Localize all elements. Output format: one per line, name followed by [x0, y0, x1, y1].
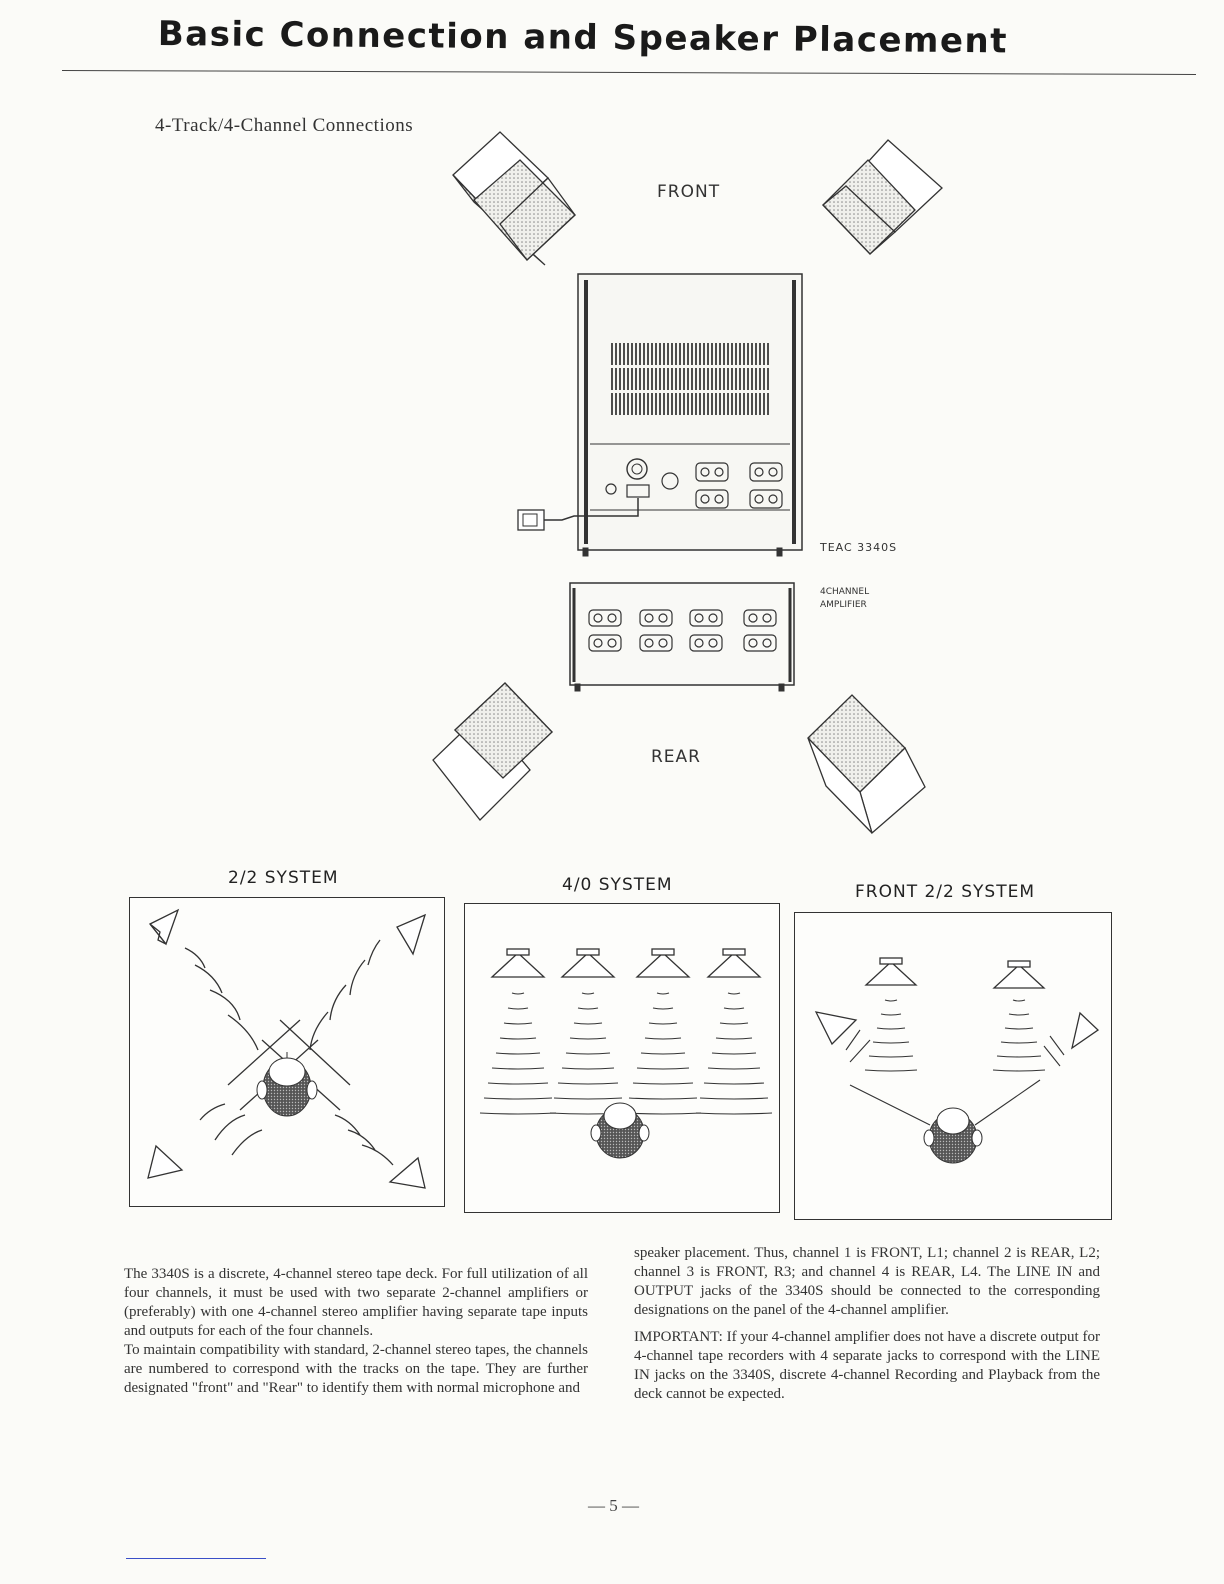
page-title: Basic Connection and Speaker Placement	[157, 14, 1009, 62]
deck-model-label: TEAC 3340S	[820, 541, 898, 554]
system-front-2-2-waves	[846, 1000, 1064, 1125]
text-column-right	[634, 1244, 1100, 1404]
system-4-0-waves	[480, 993, 772, 1114]
system-label-2-2: 2/2 SYSTEM	[228, 868, 339, 888]
section-heading: 4-Track/4-Channel Connections	[155, 115, 414, 136]
system-2-2-drawing	[148, 910, 425, 1188]
system-label-front-2-2: FRONT 2/2 SYSTEM	[855, 882, 1035, 902]
front-label: FRONT	[657, 182, 721, 202]
text-column-left	[124, 1265, 588, 1398]
system-4-0-drawing	[492, 949, 760, 977]
system-label-4-0: 4/0 SYSTEM	[562, 875, 673, 895]
footer-rule	[126, 1558, 266, 1559]
paragraph: speaker placement. Thus, channel 1 is FRONT, L1; channel 2 is REAR, L2; channel 3 is FRONT, R3; and channel 4 is REAR, L4. The LINE IN and OUTPUT jacks of the 3340S should be connected to the corresponding designations on the panel of the 4-channel amplifier.	[634, 1245, 1100, 1318]
page-number: — 5 —	[588, 1496, 639, 1515]
paragraph: IMPORTANT: If your 4-channel amplifier does not have a discrete output for 4-channel tape recorders with 4 separate jacks to correspond with the LINE IN jacks on the 3340S, discrete 4-channel Recording and Playback from the deck cannot be expected.	[634, 1329, 1100, 1402]
rear-label: REAR	[651, 747, 701, 767]
listener-icon	[257, 1052, 317, 1116]
amplifier-label: 4CHANNEL AMPLIFIER	[820, 587, 870, 610]
paragraph: To maintain compatibility with standard, 2-channel stereo tapes, the channels are numbered to correspond with the tracks on the tape. They are further designated "front" and "Rear" to identify them with normal microphone and	[124, 1342, 588, 1396]
listener-icon	[591, 1103, 649, 1158]
system-front-2-2-drawing	[816, 958, 1098, 1048]
listener-icon	[924, 1108, 982, 1163]
paragraph: The 3340S is a discrete, 4-channel stereo tape deck. For full utilization of all four channels, it must be used with two separate 2-channel amplifiers or (preferably) with one 4-channel stereo amplifier having separate tape inputs and outputs for each of the four channels.	[124, 1266, 588, 1339]
